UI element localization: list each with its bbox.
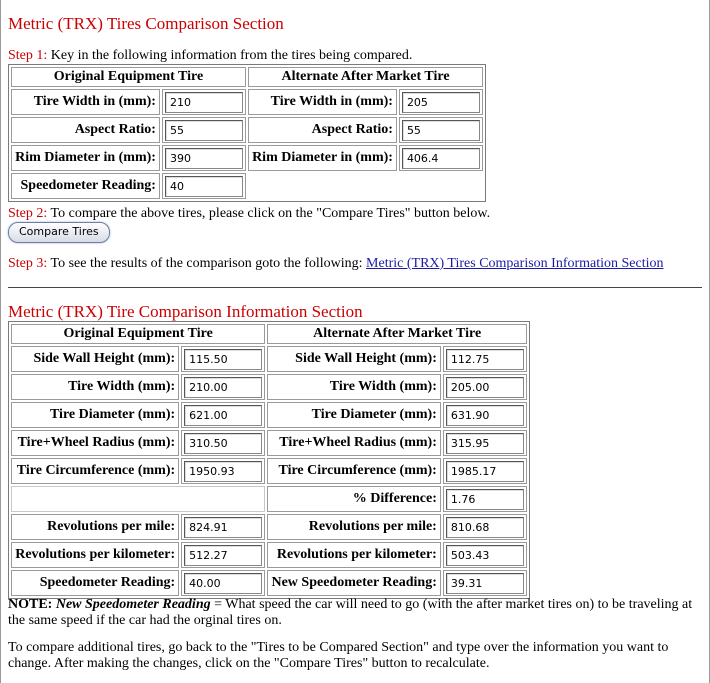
alt-rev-km-value[interactable]: 503.43	[446, 545, 524, 566]
orig-tire-width-value[interactable]: 210.00	[184, 377, 262, 398]
orig-circumference-value[interactable]: 1950.93	[184, 461, 262, 482]
alt-radius-value[interactable]: 315.95	[446, 433, 524, 454]
orig-speedometer-label: Speedometer Reading:	[11, 173, 160, 199]
orig-side-wall-value[interactable]: 115.50	[184, 349, 262, 370]
orig-tire-width-input[interactable]: 210	[165, 92, 243, 113]
alt-side-wall-label: Side Wall Height (mm):	[267, 346, 441, 372]
page	[1, 0, 709, 683]
alt-aspect-ratio-label: Aspect Ratio:	[248, 117, 397, 143]
alt-rim-diameter-input[interactable]: 406.4	[402, 148, 480, 169]
step1-text: Key in the following information from the tires being compared.	[50, 48, 413, 63]
alt-tire-diameter-value[interactable]: 631.90	[446, 405, 524, 426]
orig-aspect-ratio-label: Aspect Ratio:	[11, 117, 160, 143]
orig-rev-km-value[interactable]: 512.27	[184, 545, 262, 566]
alt-radius-label: Tire+Wheel Radius (mm):	[267, 430, 441, 456]
orig-radius-value[interactable]: 310.50	[184, 433, 262, 454]
orig-circumference-label: Tire Circumference (mm):	[11, 458, 179, 484]
step2-line	[8, 206, 490, 222]
section1-title: Metric (TRX) Tires Comparison Section	[8, 14, 284, 33]
orig-tire-width-label: Tire Width in (mm):	[11, 89, 160, 115]
step1-label: Step 1:	[8, 48, 48, 63]
orig-side-wall-label: Side Wall Height (mm):	[11, 346, 179, 372]
orig-aspect-ratio-input[interactable]: 55	[165, 120, 243, 141]
alt-circumference-value[interactable]: 1985.17	[446, 461, 524, 482]
new-speedo-label: New Speedometer Reading:	[267, 570, 441, 596]
alt-side-wall-value[interactable]: 112.75	[446, 349, 524, 370]
step2-text: To compare the above tires, please click on the "Compare Tires" button below.	[50, 206, 491, 221]
orig-tire-diameter-label: Tire Diameter (mm):	[11, 402, 179, 428]
step1-line	[8, 48, 412, 64]
orig-tire-diameter-value[interactable]: 621.00	[184, 405, 262, 426]
header-original: Original Equipment Tire	[11, 67, 246, 87]
orig-speedo-value[interactable]: 40.00	[184, 573, 262, 594]
note-paragraph	[8, 597, 698, 629]
alt-circumference-label: Tire Circumference (mm):	[267, 458, 441, 484]
results-header-original: Original Equipment Tire	[11, 324, 265, 344]
orig-rim-diameter-input[interactable]: 390	[165, 148, 243, 169]
header-alternate: Alternate After Market Tire	[248, 67, 483, 87]
step3-label: Step 3:	[8, 256, 48, 271]
orig-rev-mile-value[interactable]: 824.91	[184, 517, 262, 538]
orig-rev-mile-label: Revolutions per mile:	[11, 514, 179, 540]
results-header-alternate: Alternate After Market Tire	[267, 324, 527, 344]
note-text: = What speed the car will need to go (with the after market tires on) to be traveling at the same speed if the car had the orginal tires on.	[8, 597, 693, 628]
empty-cell	[248, 173, 483, 199]
comparison-section-link[interactable]: Metric (TRX) Tires Comparison Information Section	[366, 256, 664, 271]
blank-cell	[11, 486, 265, 512]
alt-tire-width-input[interactable]: 205	[402, 92, 480, 113]
comparison-results-table	[8, 321, 530, 599]
instructions-paragraph: To compare additional tires, go back to the "Tires to be Compared Section" and type over the information you want to change. After making the changes, click on the "Compare Tires" button to recalculate.	[8, 640, 669, 671]
alt-tire-width-result-label: Tire Width (mm):	[267, 374, 441, 400]
difference-value[interactable]: 1.76	[446, 489, 524, 510]
new-speedo-value[interactable]: 39.31	[446, 573, 524, 594]
alt-aspect-ratio-input[interactable]: 55	[402, 120, 480, 141]
alt-rim-diameter-label: Rim Diameter in (mm):	[248, 145, 397, 171]
step3-line	[8, 256, 664, 272]
step3-text: To see the results of the comparison goto the following:	[50, 256, 363, 271]
tire-input-table	[8, 64, 486, 202]
orig-radius-label: Tire+Wheel Radius (mm):	[11, 430, 179, 456]
orig-rim-diameter-label: Rim Diameter in (mm):	[11, 145, 160, 171]
alt-rev-mile-value[interactable]: 810.68	[446, 517, 524, 538]
alt-tire-diameter-label: Tire Diameter (mm):	[267, 402, 441, 428]
orig-rev-km-label: Revolutions per kilometer:	[11, 542, 179, 568]
step2-label: Step 2:	[8, 206, 48, 221]
alt-tire-width-label: Tire Width in (mm):	[248, 89, 397, 115]
note-term: New Speedometer Reading	[55, 597, 211, 612]
alt-tire-width-value[interactable]: 205.00	[446, 377, 524, 398]
divider	[8, 287, 702, 288]
compare-tires-button[interactable]: Compare Tires	[8, 222, 110, 243]
difference-label: % Difference:	[267, 486, 441, 512]
orig-speedometer-input[interactable]: 40	[165, 176, 243, 197]
note-label: NOTE:	[8, 597, 53, 612]
alt-rev-mile-label: Revolutions per mile:	[267, 514, 441, 540]
section2-title: Metric (TRX) Tire Comparison Information Section	[8, 302, 363, 321]
alt-rev-km-label: Revolutions per kilometer:	[267, 542, 441, 568]
orig-tire-width-result-label: Tire Width (mm):	[11, 374, 179, 400]
orig-speedo-label: Speedometer Reading:	[11, 570, 179, 596]
